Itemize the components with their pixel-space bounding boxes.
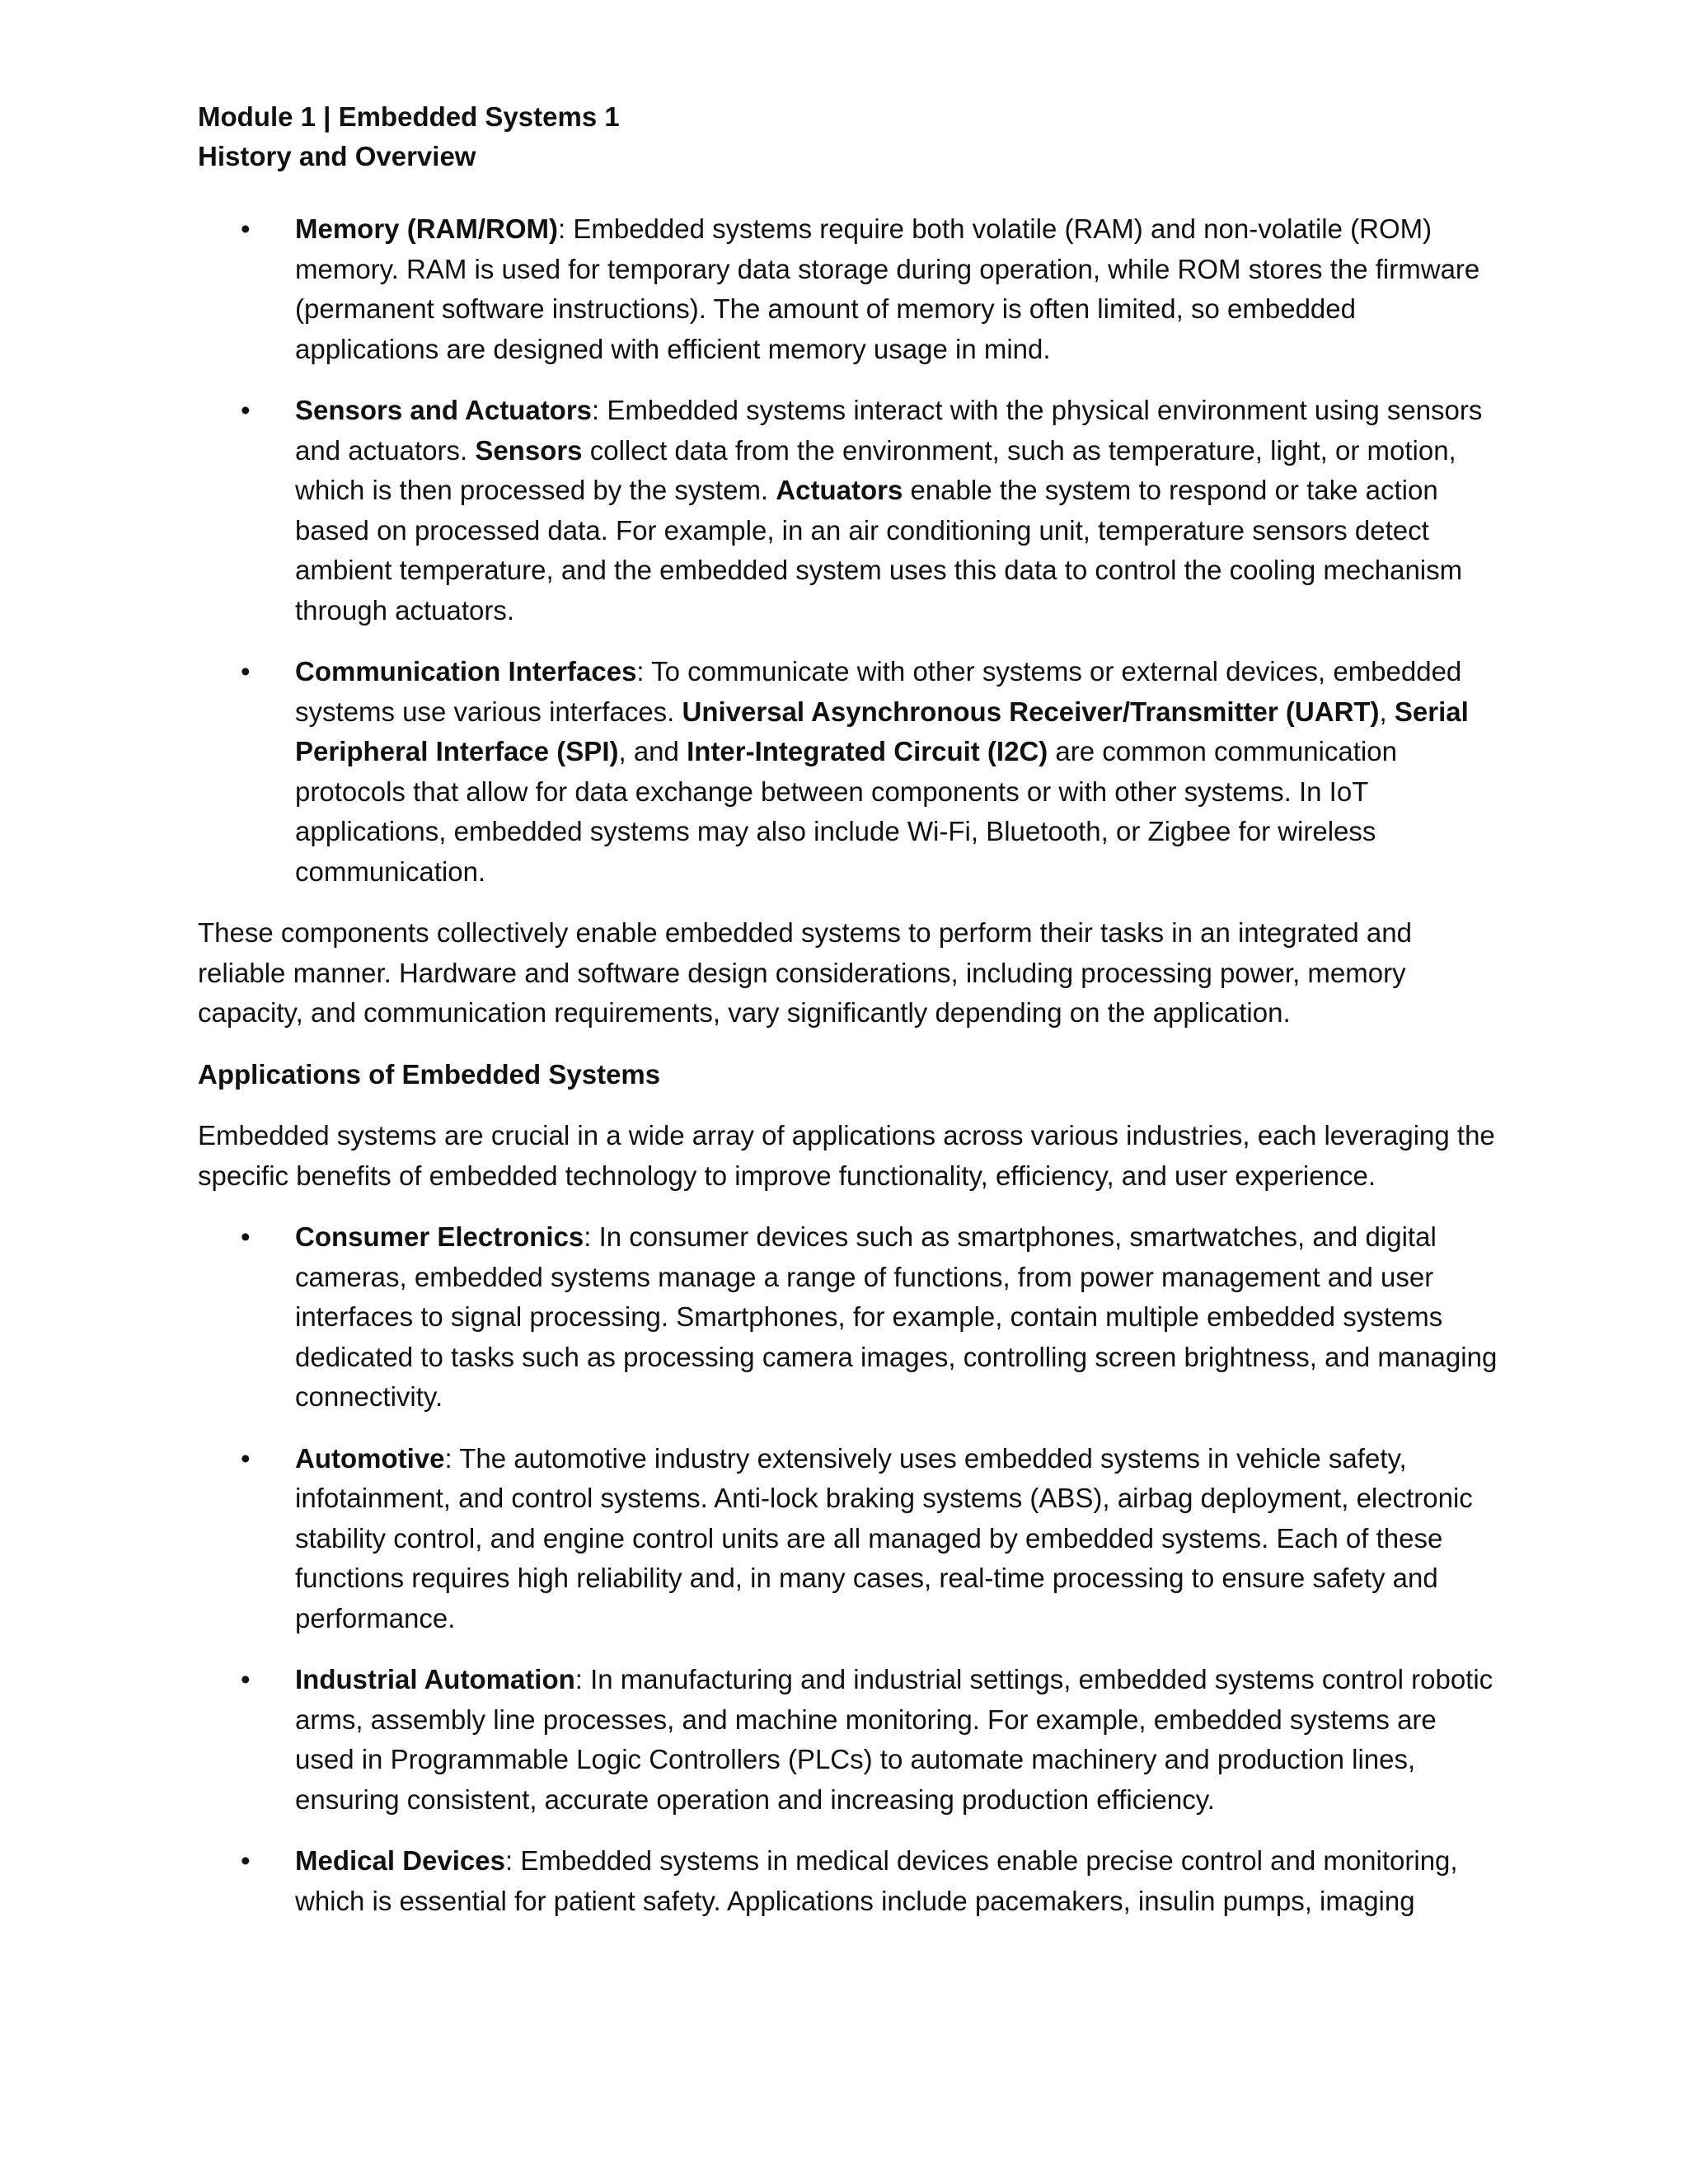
module-title: Module 1 | Embedded Systems 1 xyxy=(198,101,620,132)
term-uart: Universal Asynchronous Receiver/Transmitter (UART) xyxy=(682,696,1380,727)
item-text: : In manufacturing and industrial settings, embedded systems control robotic arms, assembly line processes, and machine monitoring. For example, embedded systems are used in Programmable Logic Controllers (PLCs) to automate machinery and production lines, ensuring consistent, accurate operation and increasing production efficiency. xyxy=(295,1664,1493,1815)
list-item-consumer-electronics xyxy=(198,1217,1500,1418)
bullet-icon: • xyxy=(241,656,251,687)
applications-heading: Applications of Embedded Systems xyxy=(198,1058,661,1090)
section-subtitle: History and Overview xyxy=(198,141,476,171)
item-text: : In consumer devices such as smartphones, smartwatches, and digital cameras, embedded systems manage a range of functions, from power management and user interfaces to signal processing. Smartphones, for example, contain multiple embedded systems dedicated to tasks such as processing camera images, controlling screen brightness, and managing connectivity. xyxy=(295,1221,1498,1412)
list-item-memory xyxy=(198,209,1500,369)
list-item-industrial-automation xyxy=(198,1660,1500,1820)
item-text: : Embedded systems require both volatile (RAM) and non-volatile (ROM) memory. RAM is used for temporary data storage during operation, while ROM stores the firmware (permanent software instructions). The amount of memory is often limited, so embedded applications are designed with efficient memory usage in mind. xyxy=(295,213,1480,364)
term-consumer-electronics: Consumer Electronics xyxy=(295,1221,584,1252)
item-text: enable the system to respond or take action based on processed data. For example, in an air conditioning unit, temperature sensors detect ambient temperature, and the embedded system uses this data to control the cooling mechanism through actuators. xyxy=(295,475,1463,626)
bullet-icon: • xyxy=(241,1442,251,1474)
list-item-communication-interfaces xyxy=(198,652,1500,892)
item-text: are common communication protocols that allow for data exchange between components or with other systems. In IoT applications, embedded systems may also include Wi-Fi, Bluetooth, or Zigbee for wireless communication. xyxy=(295,736,1397,887)
item-text: collect data from the environment, such as temperature, light, or motion, which is then processed by the system. xyxy=(295,434,1456,505)
list-item-sensors-actuators xyxy=(198,391,1500,630)
components-list xyxy=(198,209,1500,892)
term-sensors: Sensors xyxy=(475,434,583,466)
document-header xyxy=(198,97,620,176)
term-actuators: Actuators xyxy=(776,475,903,505)
item-text: : Embedded systems in medical devices enable precise control and monitoring, which is essential for patient safety. Applications include pacemakers, insulin pumps, imaging xyxy=(295,1845,1458,1916)
item-text: : To communicate with other systems or external devices, embedded systems use various interfaces. xyxy=(295,656,1462,727)
bullet-icon: • xyxy=(241,1664,251,1694)
bullet-icon: • xyxy=(241,1221,251,1252)
applications-intro: Embedded systems are crucial in a wide array of applications across various industries, each leveraging the specific benefits of embedded technology to improve functionality, efficiency, and user experience. xyxy=(198,1120,1495,1191)
item-text: : Embedded systems interact with the physical environment using sensors and actuators. xyxy=(295,395,1483,466)
bullet-icon: • xyxy=(241,1845,251,1876)
summary-paragraph: These components collectively enable embedded systems to perform their tasks in an integrated and reliable manner. Hardware and software design considerations, including processing power, memory capacity, and communication requirements, vary significantly depending on the application. xyxy=(198,917,1412,1028)
term-spi: Serial Peripheral Interface (SPI) xyxy=(295,696,1469,766)
bullet-icon: • xyxy=(241,213,251,244)
list-item-automotive xyxy=(198,1439,1500,1639)
term-sensors-actuators: Sensors and Actuators xyxy=(295,395,593,425)
applications-list xyxy=(198,1217,1500,1921)
term-communication-interfaces: Communication Interfaces xyxy=(295,656,637,687)
item-text: , and xyxy=(618,736,687,766)
term-automotive: Automotive xyxy=(295,1442,445,1474)
bullet-icon: • xyxy=(241,395,251,425)
term-medical-devices: Medical Devices xyxy=(295,1845,505,1876)
term-i2c: Inter-Integrated Circuit (I2C) xyxy=(687,736,1048,766)
term-memory: Memory (RAM/ROM) xyxy=(295,213,558,244)
term-industrial-automation: Industrial Automation xyxy=(295,1664,575,1694)
item-text: : The automotive industry extensively uses embedded systems in vehicle safety, infotainment, and control systems. Anti-lock braking systems (ABS), airbag deployment, electronic stability control, and engine control units are all managed by embedded systems. Each of these functions requires high reliability and, in many cases, real-time processing to ensure safety and performance. xyxy=(295,1442,1473,1633)
document-body xyxy=(198,209,1500,1943)
item-text: , xyxy=(1379,696,1395,727)
list-item-medical-devices xyxy=(198,1841,1500,1921)
